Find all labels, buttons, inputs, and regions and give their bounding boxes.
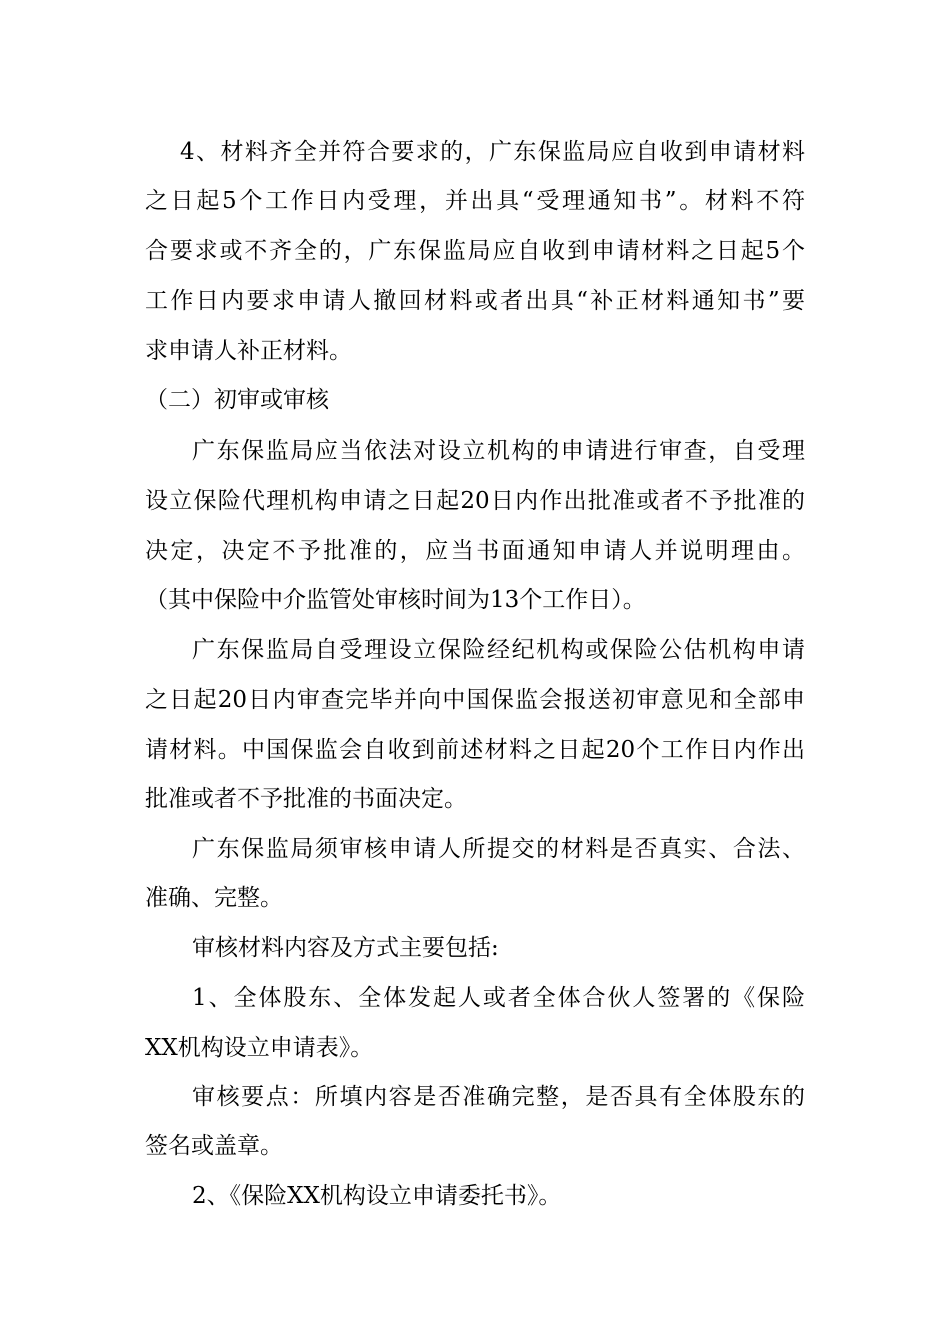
text-line: 工作日内要求申请人撤回材料或者出具“补正材料通知书”要	[145, 288, 805, 314]
text-line: 批准或者不予批准的书面决定。	[145, 786, 467, 812]
text-line: （其中保险中介监管处审核时间为13个工作日）。	[145, 587, 646, 613]
text-line: 之日起20日内审查完毕并向中国保监会报送初审意见和全部申	[145, 687, 805, 713]
text-line: 广东保监局应当依法对设立机构的申请进行审查，自受理	[192, 438, 805, 464]
text-line: 审核要点：所填内容是否准确完整，是否具有全体股东的	[192, 1084, 805, 1110]
text-line: 决定，决定不予批准的，应当书面通知申请人并说明理由。	[145, 538, 805, 564]
text-line: 1、全体股东、全体发起人或者全体合伙人签署的《保险	[192, 985, 805, 1011]
text-line: 求申请人补正材料。	[145, 338, 352, 364]
section-heading: （二）初审或审核	[145, 387, 329, 413]
text-line: 2、《保险XX机构设立申请委托书》。	[192, 1183, 562, 1209]
text-line: 签名或盖章。	[145, 1133, 283, 1159]
text-line: 广东保监局自受理设立保险经纪机构或保险公估机构申请	[192, 637, 805, 663]
text-line: 合要求或不齐全的，广东保监局应自收到申请材料之日起5个	[145, 238, 805, 264]
text-line: 广东保监局须审核申请人所提交的材料是否真实、合法、	[192, 836, 805, 862]
text-line: 准确、完整。	[145, 885, 283, 911]
text-line: XX机构设立申请表》。	[145, 1035, 374, 1061]
text-line: 4、材料齐全并符合要求的，广东保监局应自收到申请材料	[180, 139, 805, 165]
text-line: 请材料。中国保监会自收到前述材料之日起20个工作日内作出	[145, 737, 805, 763]
text-line: 审核材料内容及方式主要包括:	[192, 935, 499, 961]
text-line: 设立保险代理机构申请之日起20日内作出批准或者不予批准的	[145, 488, 805, 514]
text-line: 之日起5个工作日内受理，并出具“受理通知书”。材料不符	[145, 188, 805, 214]
